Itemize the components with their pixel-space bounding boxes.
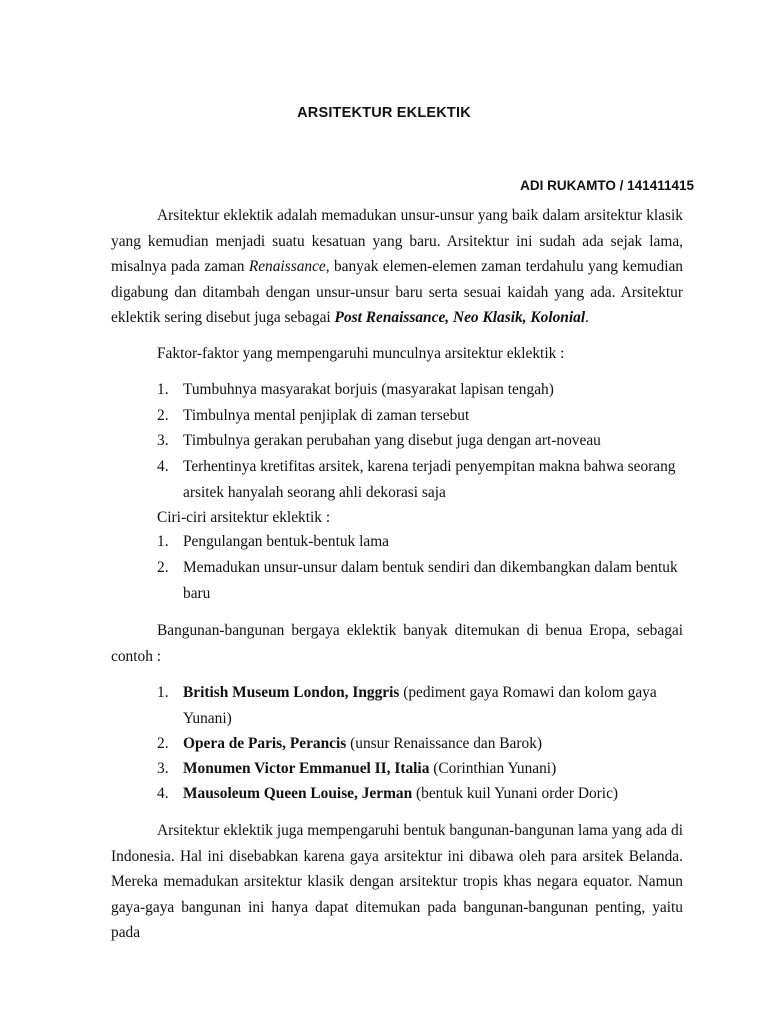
building-name: Opera de Paris, Perancis [183, 735, 347, 752]
building-description: (Corinthian Yunani) [429, 760, 557, 777]
list-text: Timbulnya mental penjiplak di zaman tersebut [183, 407, 470, 424]
list-item [157, 680, 685, 731]
intro-text-1: Arsitektur eklektik adalah memadukan unsur-unsur yang baik dalam arsitektur klasik yang kemudian menjadi suatu kesatuan yang baru. Arsitektur ini sudah ada sejak lama, misalnya pada zaman [111, 207, 683, 275]
list-item [157, 555, 685, 606]
building-description: (pediment gaya Romawi dan kolom gaya Yunani) [183, 684, 657, 727]
list-number: 4. [157, 785, 169, 802]
building-description: (unsur Renaissance dan Barok) [346, 735, 543, 752]
intro-text-3: . [585, 309, 589, 326]
building-name: British Museum London, Inggris [183, 684, 400, 701]
list-number: 2. [157, 407, 169, 424]
list-text: Pengulangan bentuk-bentuk lama [183, 533, 390, 550]
list-item [157, 529, 685, 555]
list-text: Memadukan unsur-unsur dalam bentuk sendiri dan dikembangkan dalam bentuk baru [183, 559, 678, 602]
list-number: 2. [157, 559, 169, 576]
list-number: 3. [157, 760, 169, 777]
list-number: 1. [157, 381, 169, 398]
intro-text-2: , banyak elemen-elemen zaman terdahulu yang kemudian digabung dan ditambah dengan unsur-unsur baru serta sesuai kaidah yang ada. Arsitektur eklektik sering disebut juga sebagai [111, 258, 683, 326]
list-number: 4. [157, 458, 169, 475]
intro-renaissance: Renaissance [248, 258, 326, 275]
building-name: Monumen Victor Emmanuel II, Italia [183, 760, 430, 777]
building-name: Mausoleum Queen Louise, Jerman [183, 785, 413, 802]
intro-aliases: Post Renaissance, Neo Klasik, Kolonial [334, 309, 586, 326]
building-description: (bentuk kuil Yunani order Doric) [412, 785, 619, 802]
list-item [157, 454, 685, 505]
document-title: ARSITEKTUR EKLEKTIK [297, 105, 471, 121]
list-item [157, 377, 685, 403]
features-heading: Ciri-ciri arsitektur eklektik : [157, 509, 331, 526]
list-text: Tumbuhnya masyarakat borjuis (masyarakat lapisan tengah) [183, 381, 554, 398]
closing-paragraph: Arsitektur eklektik juga mempengaruhi bentuk bangunan-bangunan lama yang ada di Indonesia. Hal ini disebabkan karena gaya arsitektur ini dibawa oleh para arsitek Belanda. Mereka memadukan arsitektur klasik dengan arsitektur tropis khas negara equator. Namun gaya-gaya bangunan ini hanya dapat ditemukan pada bangunan-bangunan penting, yaitu pada [111, 822, 683, 941]
list-item [157, 731, 685, 757]
author-line: ADI RUKAMTO / 141411415 [520, 178, 694, 193]
list-number: 1. [157, 533, 169, 550]
list-item [157, 756, 685, 782]
list-number: 2. [157, 735, 169, 752]
list-text: Timbulnya gerakan perubahan yang disebut juga dengan art-noveau [183, 432, 601, 449]
list-number: 1. [157, 684, 169, 701]
list-item [157, 403, 685, 429]
list-item [157, 781, 685, 807]
list-item [157, 428, 685, 454]
list-number: 3. [157, 432, 169, 449]
list-text: Terhentinya kretifitas arsitek, karena terjadi penyempitan makna bahwa seorang arsitek hanyalah seorang ahli dekorasi saja [183, 458, 676, 501]
factors-heading: Faktor-faktor yang mempengaruhi munculnya arsitektur eklektik : [157, 345, 565, 362]
examples-intro: Bangunan-bangunan bergaya eklektik banyak ditemukan di benua Eropa, sebagai contoh : [111, 622, 683, 665]
intro-paragraph [111, 203, 683, 331]
